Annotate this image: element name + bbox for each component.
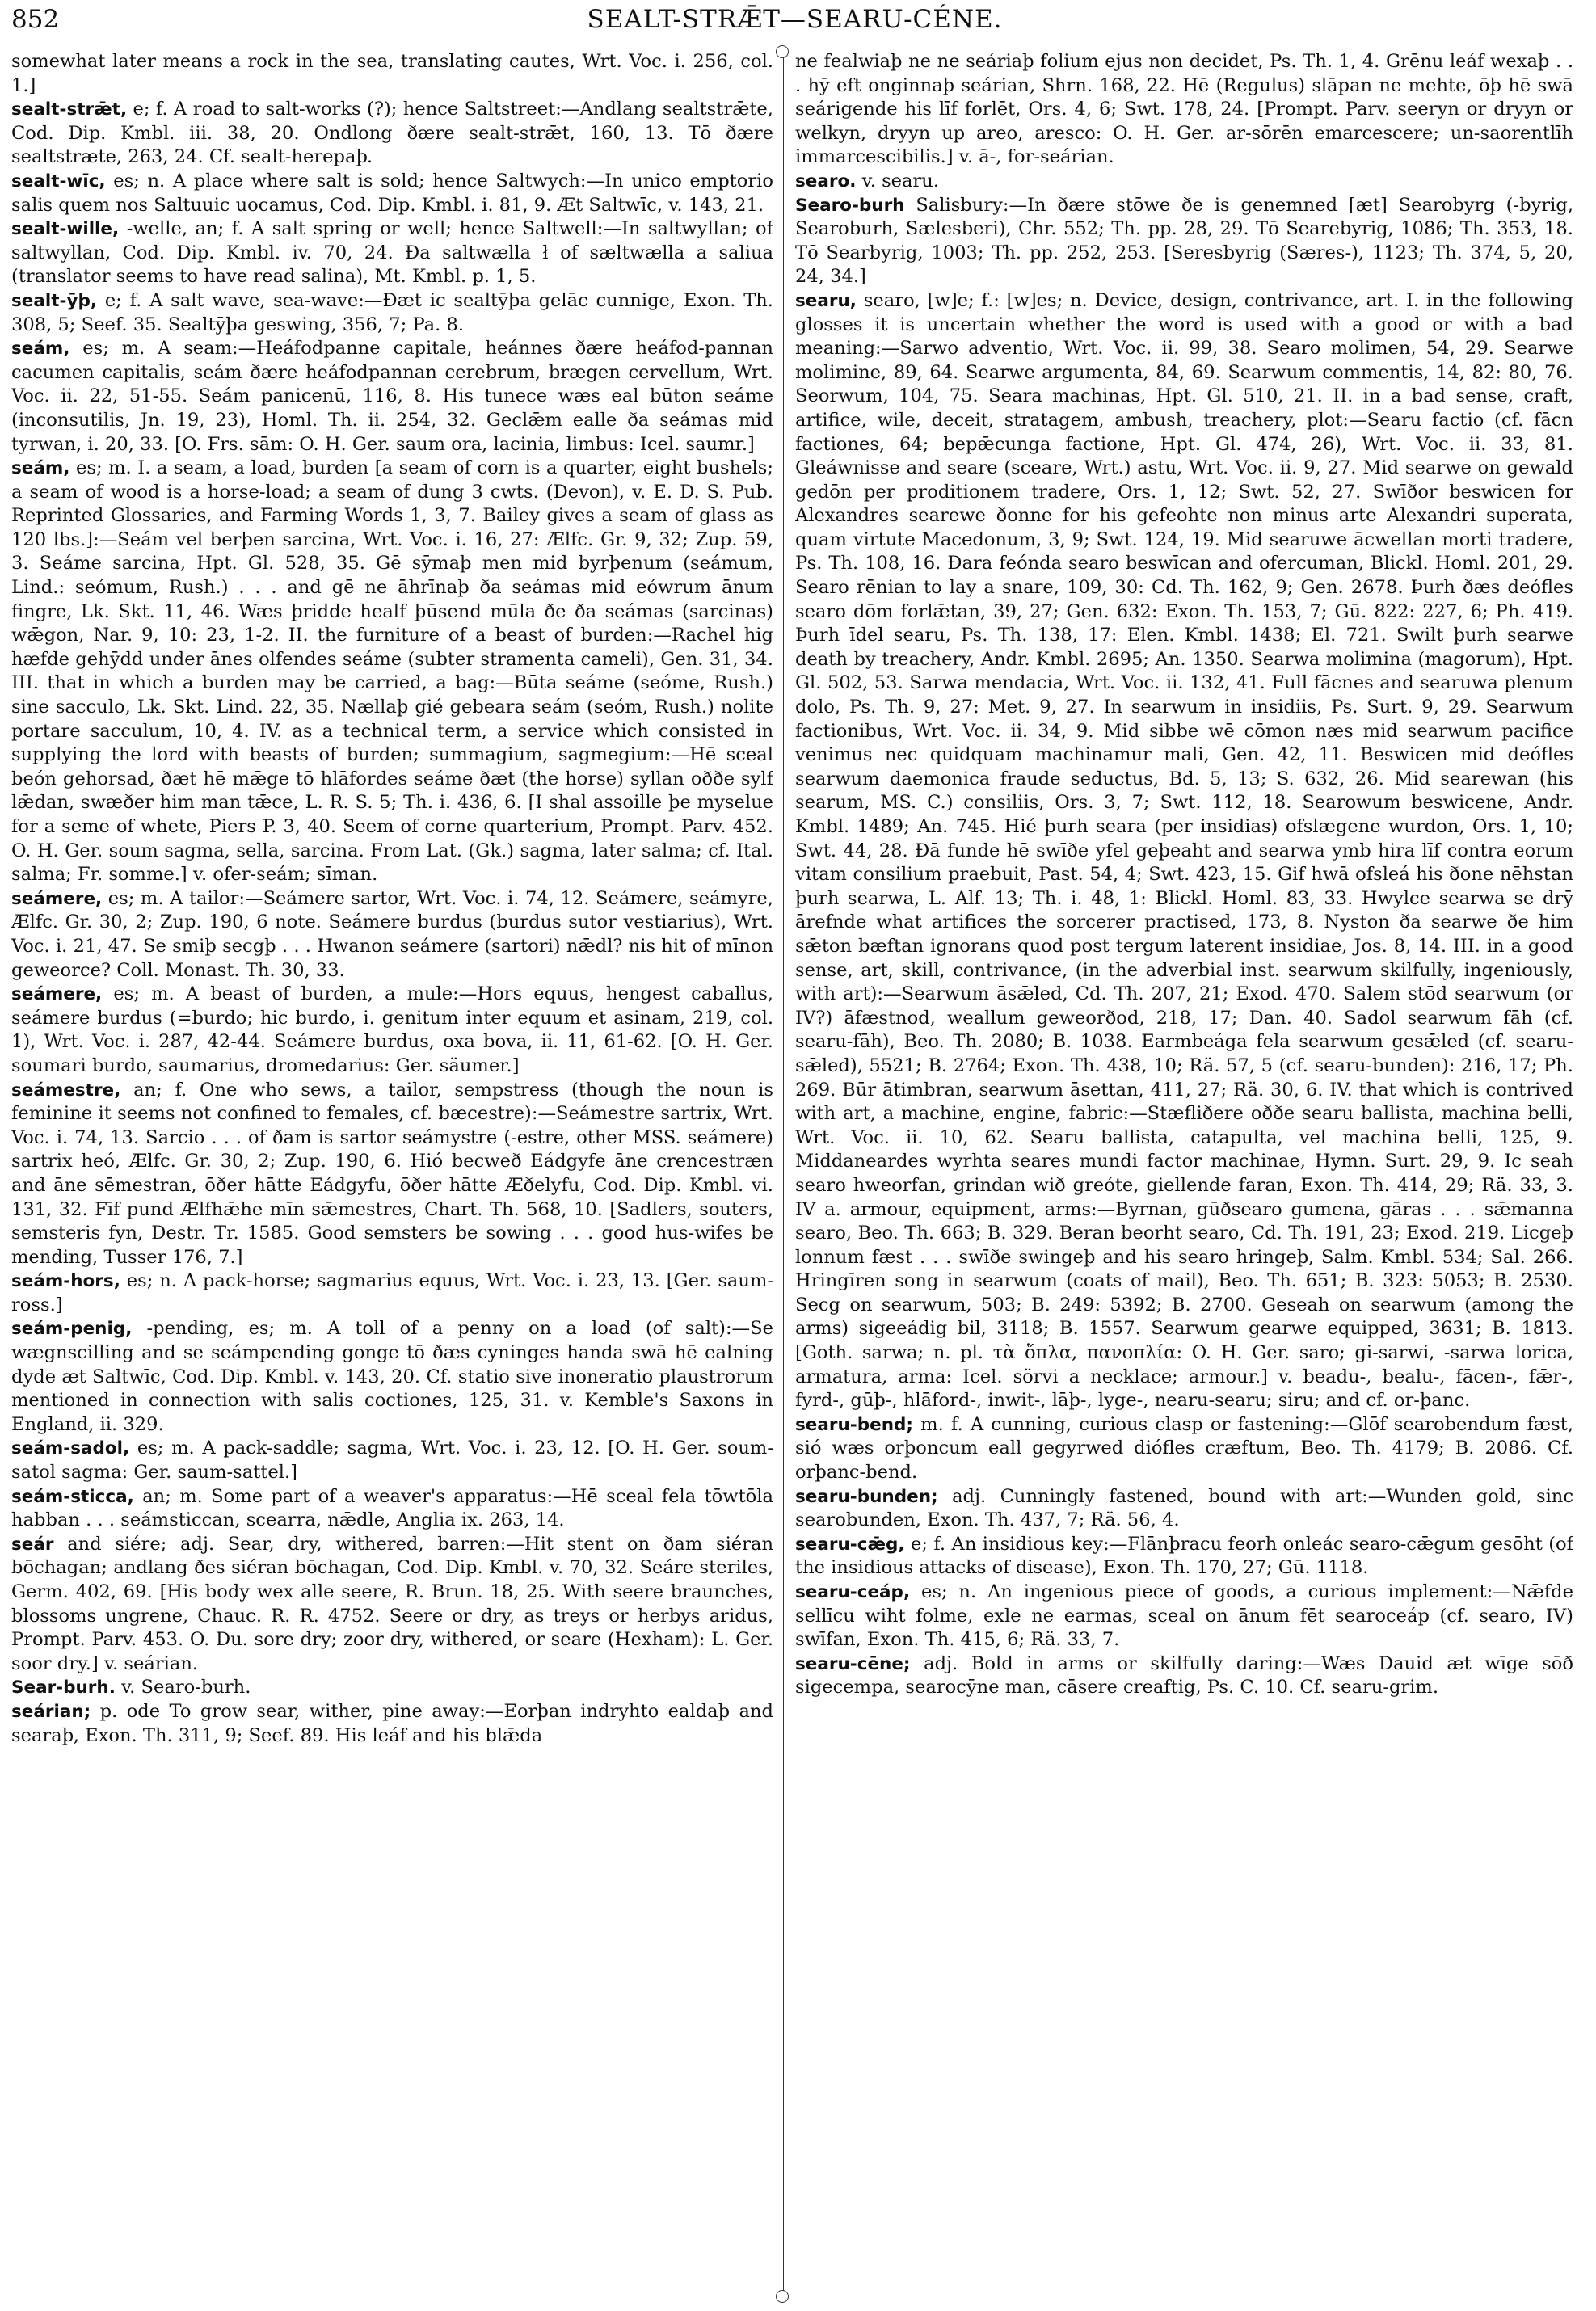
entry-text: es; m. A beast of burden, a mule:—Hors equus, hengest caballus, seámere burdus (=burdo; hic burdo, i. genitum inter equum et asinam, 219, col. 1), Wrt. Voc. i. 287, 42-44. Seámere burdus, oxa bova, ii. 11, 61-62. [O. H. Ger. soumari burdo, saumarius, dromedarius: Ger. säumer.] bbox=[11, 983, 773, 1076]
headword: seámere, bbox=[11, 984, 103, 1005]
headword: searu-cēne; bbox=[795, 1653, 911, 1674]
dictionary-entry bbox=[11, 1269, 773, 1317]
entry-text: es; n. A place where salt is sold; hence Saltwych:—In unico emptorio salis quem nos Saltuuic uocamus, Cod. Dip. Kmbl. i. 81, 9. Æt Saltwīc, v. 143, 21. bbox=[11, 170, 773, 216]
dictionary-entry bbox=[795, 289, 1573, 1413]
entry-text: p. ode To grow sear, wither, pine away:—Eorþan indryhto ealdaþ and searaþ, Exon. Th. 311, 9; Seef. 89. His leáf and his blǣda bbox=[11, 1700, 773, 1746]
entry-text: -welle, an; f. A salt spring or well; hence Saltwell:—In saltwyllan; of saltwyllan, Cod. Dip. Kmbl. iv. 70, 24. Ða saltwælla ł of sæltwælla a saliua (translator seems to have read salina), Mt. Kmbl. p. 1, 5. bbox=[11, 218, 773, 288]
right-column bbox=[795, 50, 1573, 2298]
entry-text: somewhat later means a rock in the sea, translating cautes, Wrt. Voc. i. 256, col. 1.] bbox=[11, 51, 773, 96]
dictionary-entry bbox=[11, 337, 773, 457]
left-column bbox=[11, 50, 773, 2298]
headword: Searo-burh bbox=[795, 195, 905, 216]
dictionary-entry bbox=[795, 50, 1573, 170]
entry-text: e; f. A salt wave, sea-wave:—Ðæt ic sealtȳþa gelāc cunnige, Exon. Th. 308, 5; Seef. 35. Sealtȳþa geswing, 356, 7; Pa. 8. bbox=[11, 289, 773, 335]
dictionary-entry bbox=[11, 1700, 773, 1748]
dictionary-entry bbox=[11, 457, 773, 887]
dictionary-entry bbox=[795, 170, 1573, 194]
dictionary-entry bbox=[11, 1437, 773, 1484]
entry-text: -pending, es; m. A toll of a penny on a load (of salt):—Se wægnscilling and se seámpending gonge tō ðæs cyninges handa swā hē ealning dyde æt Saltwīc, Cod. Dip. Kmbl. v. 143, 20. Cf. statio sive inoneratio plaustrorum mentioned in connection with salis coctiones, 125, 31. v. Kemble's Saxons in England, ii. 329. bbox=[11, 1318, 773, 1435]
entry-text: es; m. I. a seam, a load, burden [a seam of corn is a quarter, eight bushels; a seam of wood is a horse-load; a seam of dung 3 cwts. (Devon), v. E. D. S. Pub. Reprinted Glossaries, and Farming Words 1, 3, 7. Bailey gives a seam of glass as 120 lbs.]:—Seám vel berþen sarcina, Wrt. Voc. i. 16, 27: Ælfc. Gr. 9, 32; Zup. 59, 3. Seáme sarcina, Hpt. Gl. 528, 35. Gē sȳmaþ men mid byrþenum (seámum, Lind.: seómum, Rush.) . . . and gē ne āhrīnaþ ða seámas mid eówrum ānum fingre, Lk. Skt. 11, 46. Wæs þridde healf þūsend mūla ðe ða seámas (sarcinas) wǣgon, Nar. 9, 10: 23, 1-2. II. the furniture of a beast of burden:—Rachel hig hæfde gehȳdd under ānes olfendes seáme (subter stramenta cameli), Gen. 31, 34. III. that in which a burden may be carried, a bag:—Būta seáme (seóme, Rush.) sine sacculo, Lk. Skt. Lind. 22, 35. Nællaþ gié gebeara seám (seóm, Rush.) nolite portare sacculum, 10, 4. IV. as a technical term, a service which consisted in supplying the lord with beasts of burden; summagium, sagmegium:—Hē sceal beón gehorsad, ðæt hē mǣge tō hlāfordes seáme ðæt (the horse) syllan oððe sylf lǣdan, swæðer him man tǣce, L. R. S. 5; Th. i. 436, 6. [I shal assoille þe myselue for a seme of whete, Piers P. 3, 40. Seem of corne quarterium, Prompt. Parv. 452. O. H. Ger. soum sagma, sella, sarcina. From Lat. (Gk.) sagma, later salma; cf. Ital. salma; Fr. somme.] v. ofer-seám; sīman. bbox=[11, 457, 773, 886]
headword: seám-sadol, bbox=[11, 1438, 130, 1459]
headword: searo. bbox=[795, 170, 857, 192]
headword: sealt-wīc, bbox=[11, 170, 106, 192]
headword: seámestre, bbox=[11, 1080, 121, 1101]
entry-text: searo, [w]e; f.: [w]es; n. Device, design, contrivance, art. I. in the following glosses it is uncertain whether the word is used with a good or with a bad meaning:—Sarwo adventio, Wrt. Voc. ii. 99, 38. Searo molimen, 54, 29. Searwe molimine, 89, 64. Searwe argumenta, 84, 69. Searwum commentis, 14, 82: 80, 76. Seorwum, 104, 75. Seara machinas, Hpt. Gl. 510, 21. II. in a bad sense, craft, artifice, wile, deceit, stratagem, ambush, treachery, plot:—Searu factio (cf. fācn factiones, 64; bepǣcunga factione, Hpt. Gl. 474, 26), Wrt. Voc. ii. 33, 81. Gleáwnisse and seare (sceare, Wrt.) astu, Wrt. Voc. ii. 9, 27. Mid searwe on gewald gedōn per proditionem tradere, Ors. 1, 12; Swt. 52, 27. Swīðor beswicen for Alexandres searewe ðonne for his gefeohte non minus arte Alexandri superata, quam virtute Macedonum, 3, 9; Swt. 124, 19. Mid searuwe ācwellan morti tradere, Ps. Th. 108, 16. Ðara feónda searo beswīcan and ofercuman, Blickl. Homl. 201, 29. Searo rēnian to lay a snare, 109, 30: Cd. Th. 162, 9; Gen. 2678. Þurh ðæs deófles searo dōm forlǣtan, 39, 27; Gen. 632: Exon. Th. 153, 7; Gū. 822: 227, 6; Ph. 419. Þurh īdel searu, Ps. Th. 138, 17: Elen. Kmbl. 1438; El. 721. Swilt þurh searwe death by treachery, Andr. Kmbl. 2695; An. 1350. Searwa molimina (magorum), Hpt. Gl. 502, 53. Sarwa mendacia, Wrt. Voc. ii. 132, 41. Full fācnes and searuwa plenum dolo, Ps. Th. 9, 27: Met. 9, 27. In searwum in insidiis, Ps. Surt. 9, 29. Searwum factionibus, Wrt. Voc. ii. 34, 9. Mid sibbe wē cōmon næs mid searwum pacifice venimus nec quidquam machinamur mali, Gen. 42, 11. Beswicen mid deófles searwum daemonica fraude seductus, Bd. 5, 13; S. 632, 26. Mid searewan (his searum, MS. C.) consiliis, Ors. 3, 7; Swt. 112, 18. Searowum beswicene, Andr. Kmbl. 1489; An. 745. Hié þurh seara (per insidias) ofslægene wurdon, Ors. 1, 10; Swt. 44, 28. Ðā funde hē swīðe yfel geþeaht and searwa ymb hira līf contra eorum vitam consilium praebuit, Past. 54, 4; Swt. 423, 15. Gif hwā ofsleá his ðone nēhstan þurh searwa, L. Alf. 13; Th. i. 48, 1: Blickl. Homl. 83, 33. Hwylce searwa se drȳ ārefnde what artifices the sorcerer practised, 173, 8. Nyston ða searwe ðe him sǣton bæftan ignorans quod post tergum laterent insidiae, Jos. 8, 14. III. in a good sense, art, skill, contrivance, (in the adverbial inst. searwum skilfully, ingeniously, with art):—Searwum āsǣled, Cd. Th. 207, 21; Exod. 470. Salem stōd searwum (or IV?) āfæstnod, weallum geweorðod, 218, 17; Dan. 40. Sadol searwum fāh (cf. searu-fāh), Beo. Th. 2080; B. 1038. Earmbeága fela searwum gesǣled (cf. searu-sǣled), 5521; B. 2764; Exon. Th. 438, 10; Rä. 57, 5 (cf. searu-bunden): 216, 17; Ph. 269. Būr ātimbran, searwum āsettan, 411, 27; Rä. 30, 6. IV. that which is contrived with art, a machine, engine, fabric:—Stæfliðere oððe searu ballista, machina belli, Wrt. Voc. ii. 10, 62. Searu ballista, catapulta, vel machina belli, 125, 9. Middaneardes wyrhta seares mundi factor machinae, Hymn. Surt. 29, 9. Ic seah searo hweorfan, grindan wið greóte, giellende faran, Exon. Th. 414, 29; Rä. 33, 3. IV a. armour, equipment, arms:—Byrnan, gūðsearo gumena, gāras . . . sǣmanna searo, Beo. Th. 663; B. 329. Beran beorht searo, Cd. Th. 191, 23; Exod. 219. Licgeþ lonnum fæst . . . swīðe swingeþ and his searo hringeþ, Salm. Kmbl. 534; Sal. 266. Hringīren song in searwum (coats of mail), Beo. Th. 651; B. 323: 5053; B. 2530. Secg on searwum, 503; B. 249: 5392; B. 2700. Geseah on searwum (among the arms) sigeeádig bil, 3118; B. 1557. Searwum gearwe equipped, 3631; B. 1813. [Goth. sarwa; n. pl. τὰ ὅπλα, πανοπλία: O. H. Ger. saro; gi-sarwi, -sarwa lorica, armatura, arma: Icel. sörvi a necklace; armour.] v. beadu-, bealu-, fācen-, fǣr-, fyrd-, gūþ-, hlāford-, inwit-, lāþ-, lyge-, nearu-searu; siru; and cf. or-þanc. bbox=[795, 289, 1573, 1412]
dictionary-entry bbox=[11, 1676, 773, 1700]
headword: searu-ceáp, bbox=[795, 1582, 911, 1602]
column-divider bbox=[783, 50, 784, 2300]
headword: searu-cǣg, bbox=[795, 1534, 905, 1555]
dictionary-entry bbox=[11, 983, 773, 1078]
entry-text: es; n. An ingenious piece of goods, a curious implement:—Nǣfde sellīcu wiht folme, exle ne earmas, sceal on ānum fēt searoceáp (cf. searo, IV) swīfan, Exon. Th. 415, 6; Rä. 33, 7. bbox=[795, 1581, 1573, 1651]
entry-text: adj. Cunningly fastened, bound with art:—Wunden gold, sinc searobunden, Exon. Th. 437, 7; Rä. 56, 4. bbox=[795, 1485, 1573, 1531]
dictionary-entry bbox=[795, 1485, 1573, 1533]
entry-text: ne fealwiaþ ne ne seáriaþ folium ejus non decidet, Ps. Th. 1, 4. Grēnu leáf wexaþ . . . hȳ eft onginnaþ seárian, Shrn. 168, 22. Hē (Regulus) slāpan ne mehte, ōþ hē swā seárigende his līf forlēt, Ors. 4, 6; Swt. 178, 24. [Prompt. Parv. seeryn or dryyn or welkyn, dryyn up areo, aresco: O. H. Ger. ar-sōrēn emarcescere; un-saorentlīh immarcescibilis.] v. ā-, for-seárian. bbox=[795, 51, 1573, 168]
headword: searu-bunden; bbox=[795, 1486, 938, 1507]
headword: seár bbox=[11, 1534, 54, 1555]
headword: seám-hors, bbox=[11, 1271, 120, 1292]
entry-text: adj. Bold in arms or skilfully daring:—Wæs Dauid æt wīge sōð sigecempa, searocȳne man, cāsere creaftig, Ps. C. 10. Cf. searu-grim. bbox=[795, 1652, 1573, 1699]
entry-text: es; m. A seam:—Heáfodpanne capitale, heánnes ðære heáfod-pannan cacumen capitalis, seám ðære heáfodpannan cerebrum, brægen cervellum, Wrt. Voc. ii. 22, 51-55. Seám panicenū, 116, 8. His tunece wæs eal būton seáme (inconsutilis, Jn. 19, 23), Homl. Th. ii. 254, 32. Geclǣm ealle ða seámas mid tyrwan, i. 20, 33. [O. Frs. sām: O. H. Ger. saum ora, lacinia, limbus: Icel. saumr.] bbox=[11, 338, 773, 455]
dictionary-entry bbox=[11, 170, 773, 217]
dictionary-entry bbox=[11, 1485, 773, 1533]
entry-text: and siére; adj. Sear, dry, withered, barren:—Hit stent on ðam siéran bōchagan; andlang ðes siéran bōchagan, Cod. Dip. Kmbl. v. 70, 32. Seáre steriles, Germ. 402, 69. [His body wex alle seere, R. Brun. 18, 25. With seere braunches, blossoms ungrene, Chauc. R. R. 4752. Seere or dry, as treys or herbys aridus, Prompt. Parv. 453. O. Du. sore dry; zoor dry, withered, or seare (Hexham): L. Ger. soor dry.] v. seárian. bbox=[11, 1533, 773, 1674]
entry-text: Salisbury:—In ðære stōwe ðe is genemned [æt] Searobyrg (-byrig, Searoburh, Sælesberi), Chr. 552; Th. pp. 28, 29. Tō Searebyrig, 1086; Th. 353, 18. Tō Searbyrig, 1003; Th. pp. 252, 253. [Seresbyrig (Særes-), 1123; Th. 374, 5, 20, 24, 34.] bbox=[795, 194, 1573, 288]
headword: seám-sticca, bbox=[11, 1486, 134, 1507]
headword: seám, bbox=[11, 339, 70, 360]
dictionary-entry bbox=[795, 1533, 1573, 1581]
dictionary-entry bbox=[795, 194, 1573, 289]
entry-text: an; m. Some part of a weaver's apparatus:—Hē sceal fela tōwtōla habban . . . seámsticcan, scearra, nǣdle, Anglia ix. 263, 14. bbox=[11, 1485, 773, 1531]
entry-text: e; f. An insidious key:—Flānþracu feorh onleác searo-cǣgum gesōht (of the insidious attacks of disease), Exon. Th. 170, 27; Gū. 1118. bbox=[795, 1533, 1573, 1579]
page-title: SEALT-STRǢT—SEARU-CÉNE. bbox=[587, 5, 1003, 34]
dictionary-entry bbox=[795, 1581, 1573, 1652]
headword: seárian; bbox=[11, 1701, 91, 1722]
entry-text: es; m. A tailor:—Seámere sartor, Wrt. Voc. i. 74, 12. Seámere, seámyre, Ælfc. Gr. 30, 2; Zup. 190, 6 note. Seámere burdus (burdus sutor vestiarius), Wrt. Voc. i. 21, 47. Se smiþ secgþ . . . Hwanon seámere (sartori) nǣdl? nis hit of mīnon geweorce? Coll. Monast. Th. 30, 33. bbox=[11, 887, 773, 981]
entry-text: es; n. A pack-horse; sagmarius equus, Wrt. Voc. i. 23, 13. [Ger. saum-ross.] bbox=[11, 1270, 773, 1315]
entry-text: v. searu. bbox=[861, 170, 940, 192]
dictionary-entry bbox=[795, 1413, 1573, 1485]
divider-top-ornament bbox=[776, 45, 789, 58]
entry-text: es; m. A pack-saddle; sagma, Wrt. Voc. i. 23, 12. [O. H. Ger. soum-satol sagma: Ger. saum-sattel.] bbox=[11, 1438, 773, 1484]
headword: sealt-ȳþ, bbox=[11, 290, 98, 311]
divider-bottom-ornament bbox=[776, 2290, 789, 2303]
headword: searu, bbox=[795, 290, 857, 311]
headword: seámere, bbox=[11, 888, 103, 909]
dictionary-entry bbox=[11, 1079, 773, 1270]
dictionary-entry bbox=[11, 1317, 773, 1437]
entry-text: e; f. A road to salt-works (?); hence Saltstreet:—Andlang sealtstrǣte, Cod. Dip. Kmbl. iii. 38, 20. Ondlong ðære sealt-strǣt, 160, 13. Tō ðære sealtstræte, 263, 24. Cf. sealt-herepaþ. bbox=[11, 99, 773, 168]
dictionary-entry bbox=[11, 98, 773, 170]
dictionary-entry bbox=[795, 1652, 1573, 1700]
page-number: 852 bbox=[11, 5, 60, 34]
entry-text: v. Searo-burh. bbox=[121, 1677, 251, 1699]
entry-text: an; f. One who sews, a tailor, sempstress (though the noun is feminine it seems not confined to females, cf. bæcestre):—Seámestre sartrix, Wrt. Voc. i. 74, 13. Sarcio . . . of ðam is sartor seámystre (-estre, other MSS. seámere) sartrix heó, Ælfc. Gr. 30, 2; Zup. 190, 6. Hió becweð Eádgyfe āne crencestræn and āne sēmestran, ōðer hātte Eádgyfu, ōðer hātte Æðelyfu, Cod. Dip. Kmbl. vi. 131, 32. Fīf pund Ælfhǣhe mīn sǣmestres, Chart. Th. 568, 10. [Sadlers, souters, semsteris fyn, Destr. Tr. 1585. Good semsters be sowing . . . good hus-wifes be mending, Tusser 176, 7.] bbox=[11, 1079, 773, 1268]
dictionary-entry bbox=[11, 217, 773, 289]
headword: searu-bend; bbox=[795, 1414, 913, 1435]
headword: seám, bbox=[11, 458, 70, 479]
page-header bbox=[11, 5, 1578, 37]
headword: sealt-wille, bbox=[11, 219, 120, 240]
dictionary-entry bbox=[11, 289, 773, 337]
headword: seám-penig, bbox=[11, 1319, 133, 1340]
headword: sealt-strǣt, bbox=[11, 99, 128, 120]
entry-text: m. f. A cunning, curious clasp or fastening:—Glōf searobendum fæst, sió wæs orþoncum eall gegyrwed diófles cræftum, Beo. Th. 4179; B. 2086. Cf. orþanc-bend. bbox=[795, 1413, 1573, 1484]
dictionary-entry bbox=[11, 50, 773, 98]
headword: Sear-burh. bbox=[11, 1677, 116, 1699]
dictionary-entry bbox=[11, 1533, 773, 1677]
dictionary-entry bbox=[11, 887, 773, 983]
